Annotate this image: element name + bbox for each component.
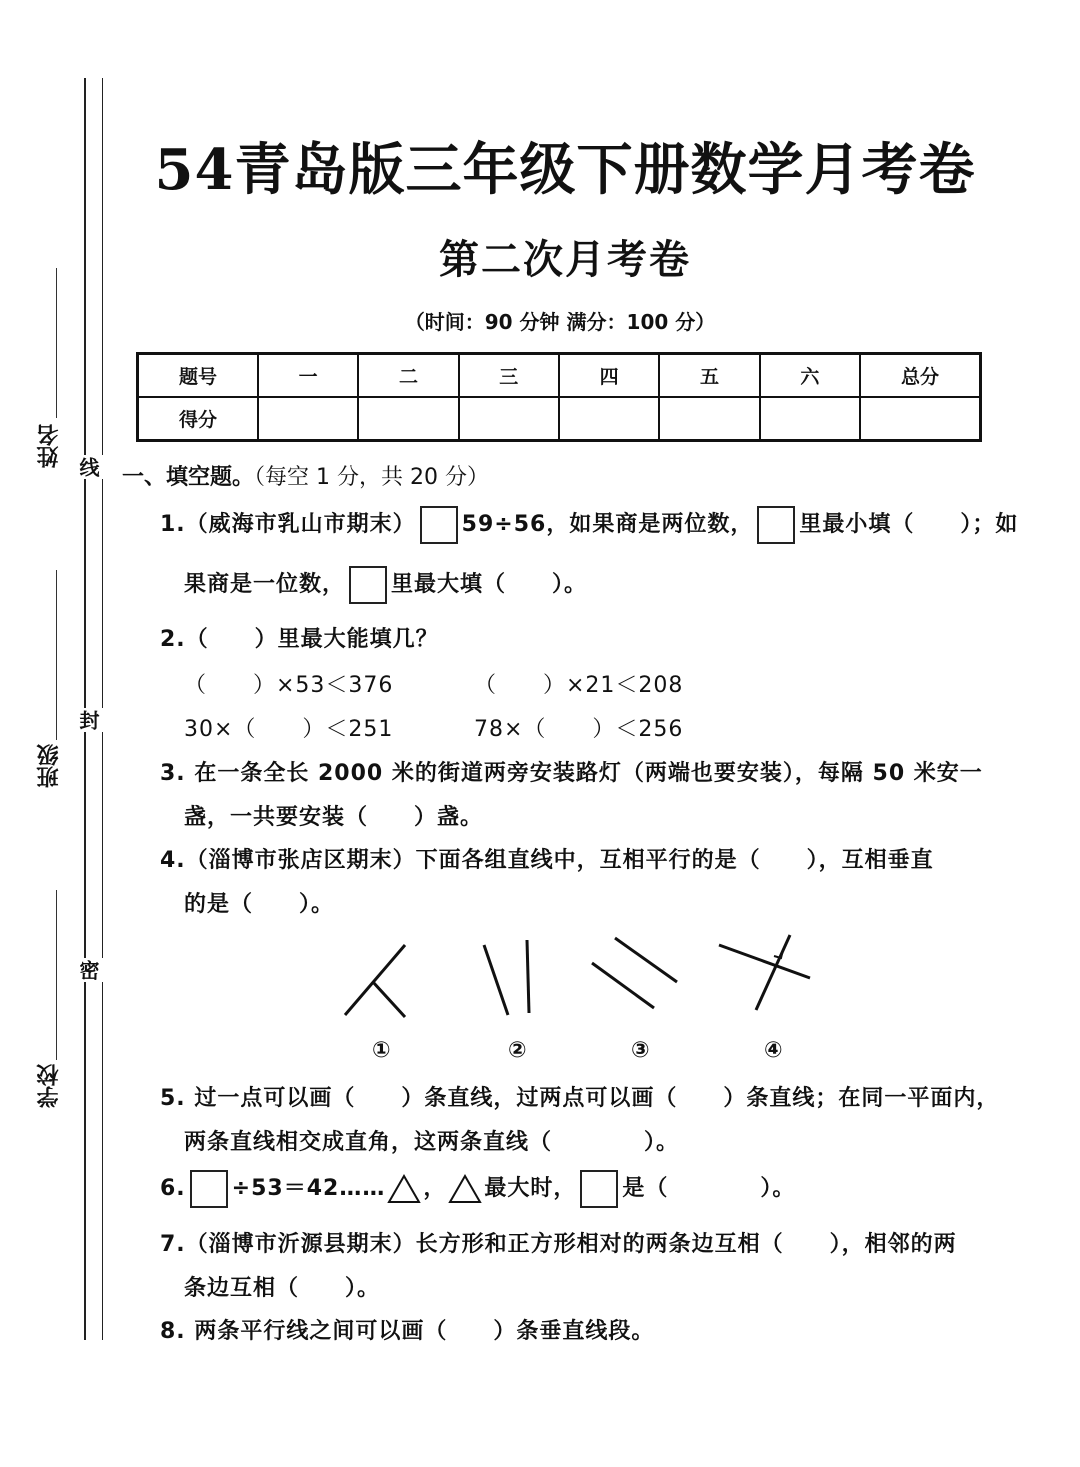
name-blank (56, 268, 57, 418)
figure-label: ③ (631, 1038, 650, 1063)
score-cell[interactable] (559, 397, 659, 441)
q6-text-2: 最大时， (484, 1176, 577, 1201)
q1-text-3: 果商是一位数， (184, 572, 346, 597)
figure-label: ② (508, 1038, 527, 1063)
line-figures (0, 930, 1080, 1070)
score-cell[interactable] (860, 397, 981, 441)
binding-mark-feng: 封 (74, 708, 103, 732)
question-6 (160, 1170, 795, 1208)
question-8: 8. 两条平行线之间可以画（ ）条垂直线段。 (160, 1319, 655, 1344)
q2-item: （ ）×21＜208 (474, 673, 684, 698)
question-4-line-2: 的是（ ）。 (184, 892, 335, 917)
figure-4 (719, 935, 810, 1010)
figure-1 (345, 945, 405, 1017)
score-cell[interactable] (258, 397, 358, 441)
score-header-cell: 六 (760, 354, 860, 398)
answer-box[interactable] (349, 566, 387, 604)
page-subtitle: 第二次月考卷 (439, 236, 691, 283)
score-row-label: 得分 (138, 397, 258, 441)
q6-text-3: 是（ ）。 (622, 1176, 796, 1201)
score-header-cell: 总分 (860, 354, 981, 398)
score-table-score-row (138, 397, 981, 441)
question-3-line-2: 盏，一共要安装（ ）盏。 (184, 805, 484, 830)
q1-text-2: 里最小填（ ）；如 (799, 512, 1019, 537)
answer-box[interactable] (580, 1170, 618, 1208)
class-label: 班级 (34, 740, 65, 792)
q6-number: 6. (160, 1176, 186, 1201)
binding-mark-xian: 线 (74, 455, 103, 479)
section-note: （每空 1 分，共 20 分） (254, 465, 489, 490)
score-header-cell: 五 (659, 354, 759, 398)
score-cell[interactable] (459, 397, 559, 441)
question-4-line-1: 4.（淄博市张店区期末）下面各组直线中，互相平行的是（ ），互相垂直 (160, 848, 934, 873)
q1-source: 1.（威海市乳山市期末） (160, 512, 416, 537)
score-table (136, 352, 982, 442)
answer-box[interactable] (420, 506, 458, 544)
triangle-icon (448, 1174, 482, 1204)
answer-box[interactable] (757, 506, 795, 544)
q2-item: 30×（ ）＜251 (184, 717, 394, 742)
question-1-line-1 (160, 506, 1018, 544)
answer-box[interactable] (190, 1170, 228, 1208)
class-blank (56, 570, 57, 740)
score-header-cell: 二 (358, 354, 458, 398)
score-cell[interactable] (358, 397, 458, 441)
triangle-icon (387, 1174, 421, 1204)
q1-text-4: 里最大填（ ）。 (391, 572, 588, 597)
school-label: 学校 (34, 1060, 65, 1112)
q2-item: 78×（ ）＜256 (474, 717, 684, 742)
question-5-line-1: 5. 过一点可以画（ ）条直线，过两点可以画（ ）条直线；在同一平面内， (160, 1086, 1000, 1111)
question-2: 2.（ ）里最大能填几？ (160, 627, 439, 652)
section-title-text: 一、填空题。 (122, 465, 255, 490)
figure-label: ① (372, 1038, 391, 1063)
section-title (122, 460, 489, 491)
question-7-line-2: 条边互相（ ）。 (184, 1276, 381, 1301)
figure-3 (592, 938, 677, 1008)
score-header-cell: 题号 (138, 354, 258, 398)
figure-label: ④ (764, 1038, 783, 1063)
score-header-cell: 三 (459, 354, 559, 398)
question-7-line-1: 7.（淄博市沂源县期末）长方形和正方形相对的两条边互相（ ），相邻的两 (160, 1232, 957, 1257)
q6-comma: ， (423, 1176, 447, 1201)
name-label: 姓名 (34, 420, 65, 472)
page-title: 54青岛版三年级下册数学月考卷 (154, 137, 976, 203)
question-5-line-2: 两条直线相交成直角，这两条直线（ ）。 (184, 1130, 680, 1155)
score-header-cell: 一 (258, 354, 358, 398)
time-info: （时间：90 分钟 满分：100 分） (404, 310, 716, 334)
score-cell[interactable] (659, 397, 759, 441)
q1-text: 59÷56，如果商是两位数， (461, 512, 754, 537)
score-header-cell: 四 (559, 354, 659, 398)
question-1-line-2 (184, 566, 587, 604)
question-3-line-1: 3. 在一条全长 2000 米的街道两旁安装路灯（两端也要安装），每隔 50 米安一 (160, 761, 983, 786)
score-table-header-row (138, 354, 981, 398)
binding-mark-mi: 密 (74, 958, 103, 982)
q2-item: （ ）×53＜376 (184, 673, 394, 698)
figure-2 (484, 940, 529, 1015)
score-cell[interactable] (760, 397, 860, 441)
q6-text: ÷53＝42…… (231, 1176, 386, 1201)
